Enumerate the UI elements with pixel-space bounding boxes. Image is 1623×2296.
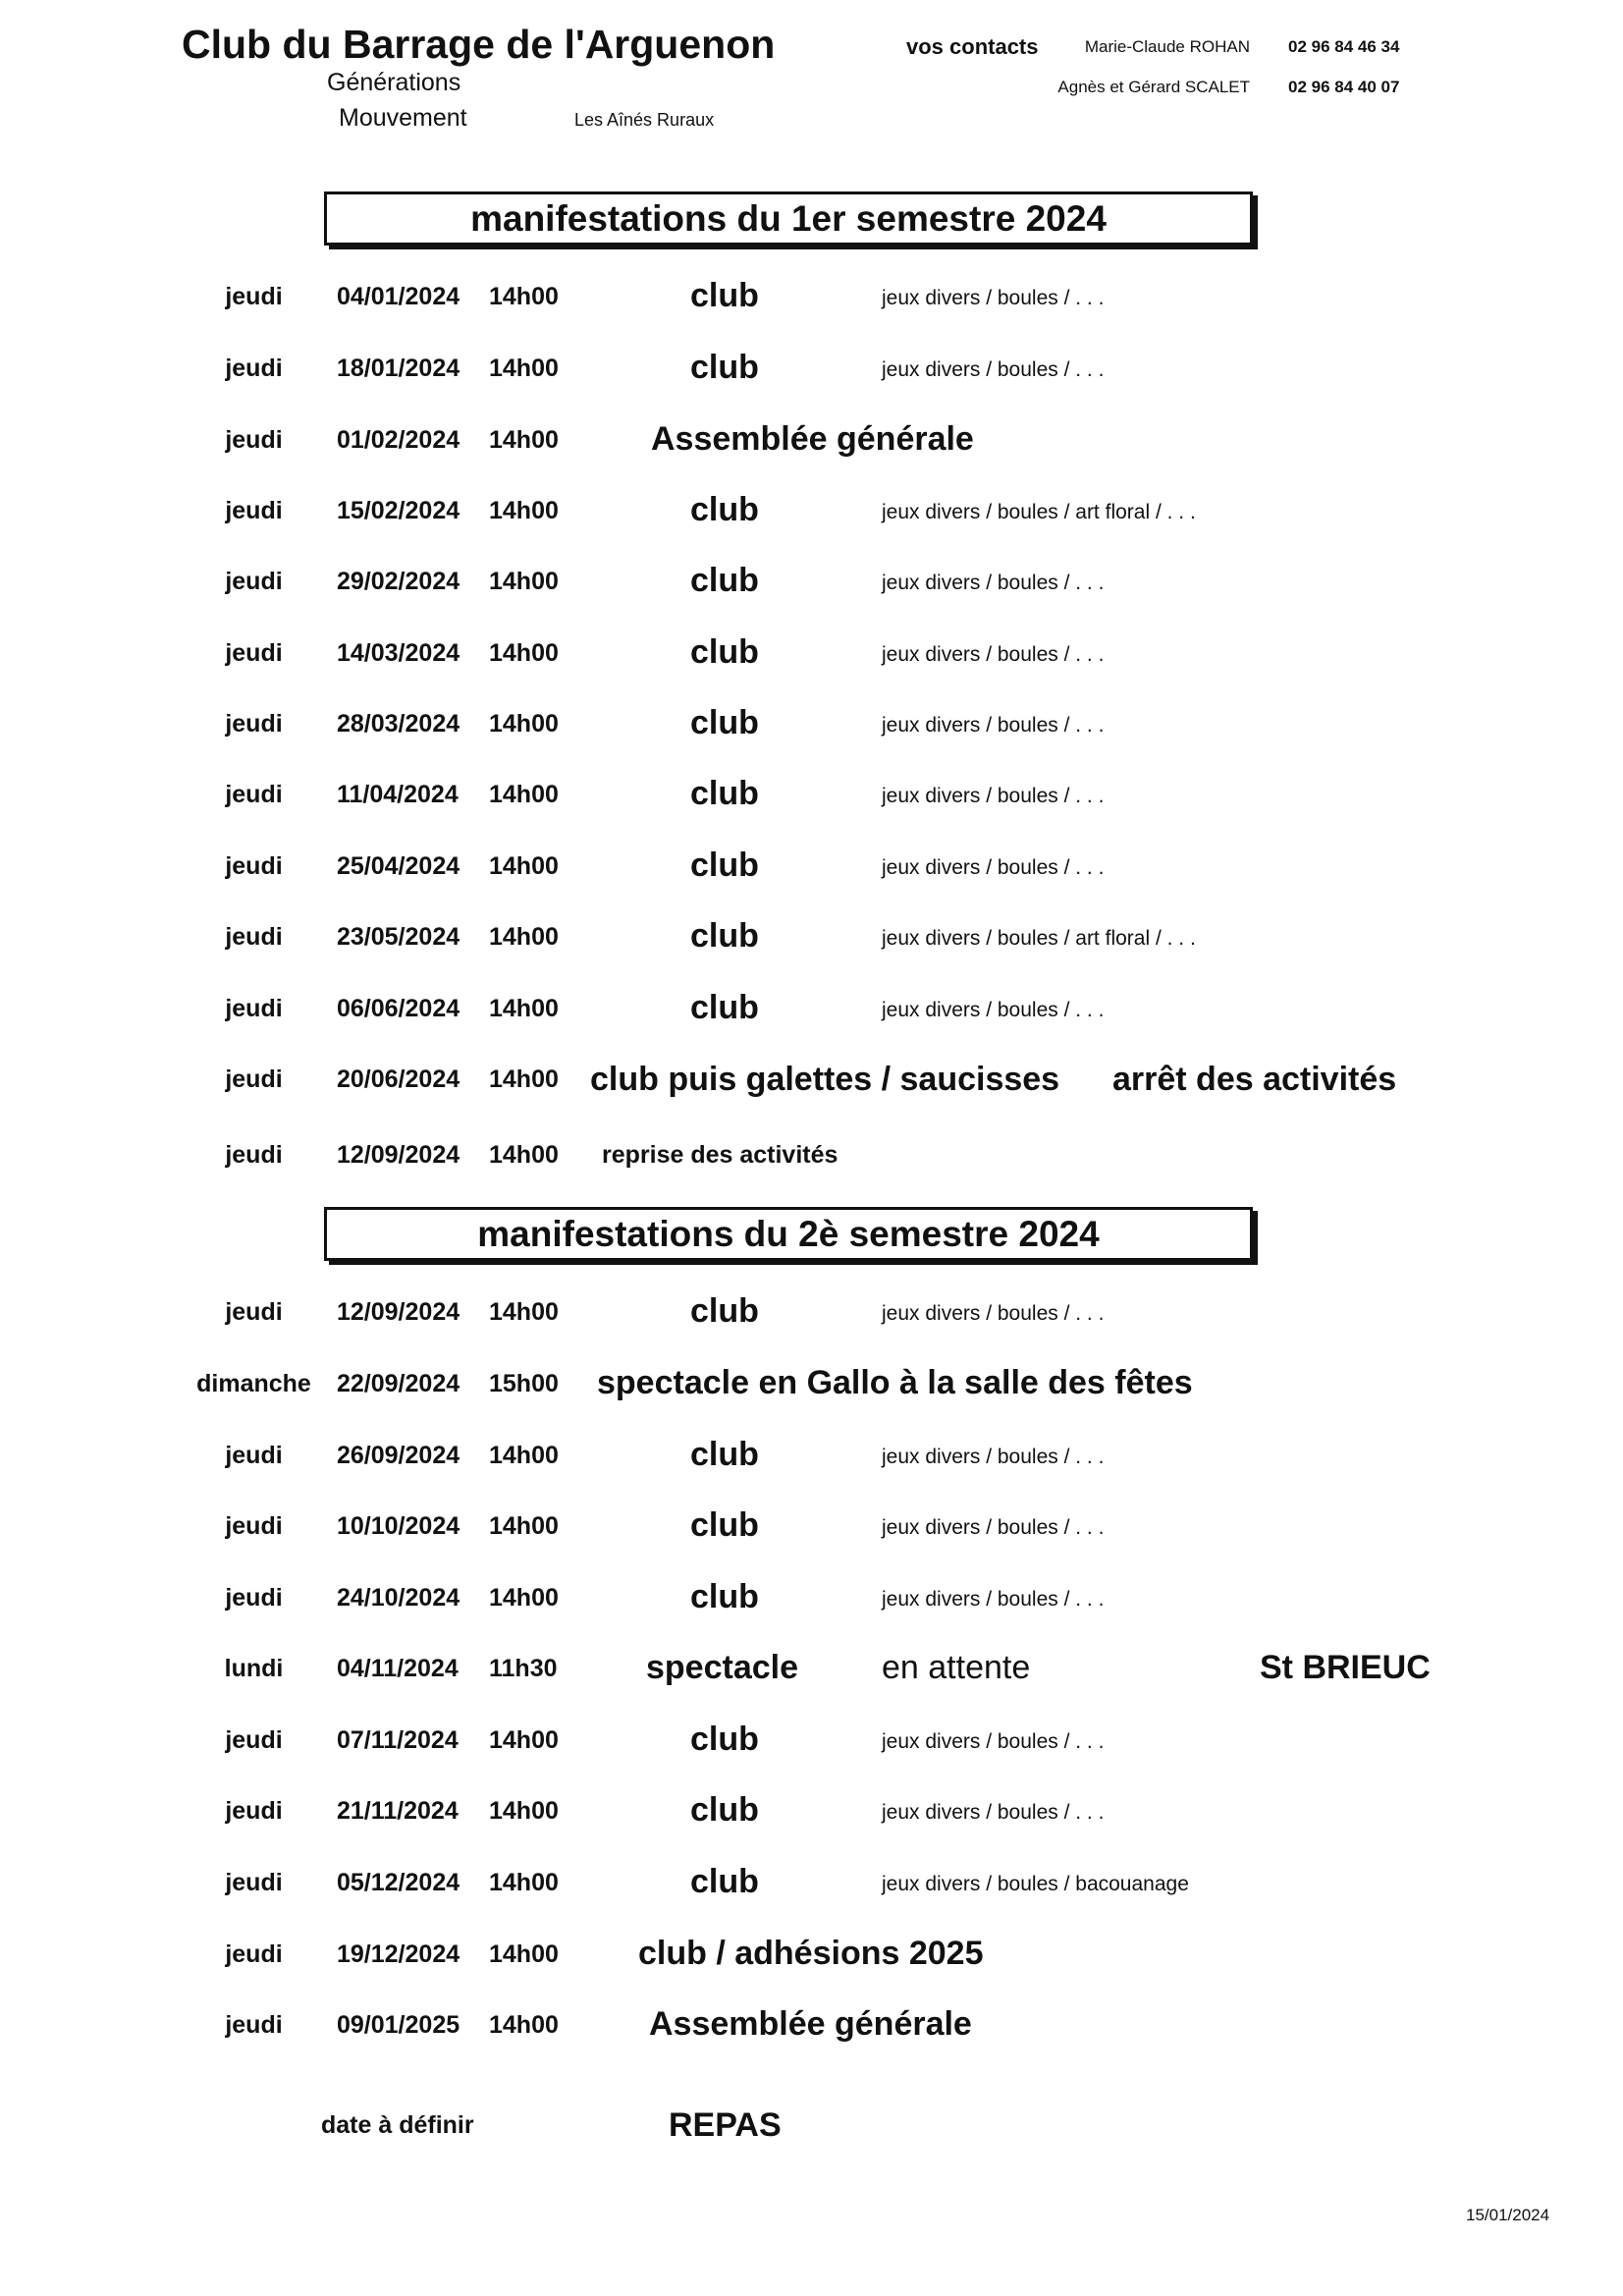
event-activity: spectacle en Gallo à la salle des fêtes xyxy=(597,1364,1193,1401)
event-day: jeudi xyxy=(225,426,283,454)
event-date: 01/02/2024 xyxy=(337,426,460,454)
event-activity: reprise des activités xyxy=(602,1141,839,1169)
event-day: jeudi xyxy=(225,497,283,524)
event-details: jeux divers / boules / . . . xyxy=(882,572,1105,594)
contact-name: Agnès et Gérard SCALET xyxy=(1057,78,1250,96)
event-details: jeux divers / boules / . . . xyxy=(882,1730,1105,1753)
event-details: jeux divers / boules / art floral / . . . xyxy=(882,501,1196,523)
event-date: 22/09/2024 xyxy=(337,1370,460,1397)
event-details: jeux divers / boules / . . . xyxy=(882,287,1105,309)
event-time: 14h00 xyxy=(489,923,559,951)
event-day: jeudi xyxy=(225,1066,283,1093)
event-activity: club xyxy=(690,491,759,528)
event-day: jeudi xyxy=(225,1797,283,1825)
event-time: 14h00 xyxy=(489,639,559,667)
event-time: 14h00 xyxy=(489,781,559,808)
contact-phone: 02 96 84 46 34 xyxy=(1288,37,1400,56)
event-activity: Assemblée générale xyxy=(651,420,974,458)
date-to-define-label: date à définir xyxy=(321,2111,474,2139)
event-day: jeudi xyxy=(225,1941,283,1968)
event-date: 28/03/2024 xyxy=(337,710,460,738)
event-time: 14h00 xyxy=(489,426,559,454)
event-time: 14h00 xyxy=(489,1726,559,1754)
event-day: jeudi xyxy=(225,710,283,738)
event-date: 19/12/2024 xyxy=(337,1941,460,1968)
event-details: jeux divers / boules / . . . xyxy=(882,1801,1105,1824)
event-day: dimanche xyxy=(196,1370,311,1397)
event-details: jeux divers / boules / . . . xyxy=(882,1516,1105,1539)
event-day: jeudi xyxy=(225,1512,283,1540)
event-activity: club xyxy=(690,917,759,955)
event-time: 14h00 xyxy=(489,2011,559,2039)
event-day: jeudi xyxy=(225,1869,283,1896)
event-activity: club xyxy=(690,633,759,671)
event-date: 15/02/2024 xyxy=(337,497,460,524)
event-details: jeux divers / boules / . . . xyxy=(882,1588,1105,1611)
event-activity: club xyxy=(690,1791,759,1829)
event-activity: club xyxy=(690,1863,759,1900)
event-date: 21/11/2024 xyxy=(337,1797,459,1825)
event-time: 14h00 xyxy=(489,1584,559,1612)
event-details: jeux divers / boules / . . . xyxy=(882,1302,1105,1325)
event-date: 29/02/2024 xyxy=(337,568,460,595)
event-date: 07/11/2024 xyxy=(337,1726,459,1754)
event-date: 12/09/2024 xyxy=(337,1141,460,1169)
event-date: 25/04/2024 xyxy=(337,852,460,880)
event-activity: club xyxy=(690,277,759,314)
event-details: jeux divers / boules / . . . xyxy=(882,714,1105,737)
event-time: 14h00 xyxy=(489,497,559,524)
event-day: jeudi xyxy=(225,1584,283,1612)
print-date: 15/01/2024 xyxy=(1466,2206,1550,2224)
event-activity: club xyxy=(690,704,759,741)
event-date: 11/04/2024 xyxy=(337,781,459,808)
event-time: 14h00 xyxy=(489,1066,559,1093)
event-date: 09/01/2025 xyxy=(337,2011,460,2039)
subtitle-aines-ruraux: Les Aînés Ruraux xyxy=(574,110,715,130)
event-details: jeux divers / boules / . . . xyxy=(882,1446,1105,1468)
event-day: jeudi xyxy=(225,355,283,382)
event-day: jeudi xyxy=(225,2011,283,2039)
event-date: 04/11/2024 xyxy=(337,1655,459,1682)
event-day: jeudi xyxy=(225,923,283,951)
event-details: jeux divers / boules / . . . xyxy=(882,856,1105,879)
event-day: jeudi xyxy=(225,852,283,880)
contact-name: Marie-Claude ROHAN xyxy=(1084,37,1250,56)
contact-phone: 02 96 84 40 07 xyxy=(1288,78,1400,96)
event-time: 14h00 xyxy=(489,1141,559,1169)
event-activity: club xyxy=(690,1721,759,1758)
event-time: 14h00 xyxy=(489,1512,559,1540)
event-time: 11h30 xyxy=(489,1655,558,1682)
event-activity: Assemblée générale xyxy=(649,2005,972,2043)
event-time: 14h00 xyxy=(489,1298,559,1326)
event-date: 18/01/2024 xyxy=(337,355,460,382)
event-date: 05/12/2024 xyxy=(337,1869,460,1896)
event-day: jeudi xyxy=(225,1298,283,1326)
event-date: 06/06/2024 xyxy=(337,995,460,1022)
event-time: 14h00 xyxy=(489,995,559,1022)
event-day: jeudi xyxy=(225,1726,283,1754)
event-details: jeux divers / boules / . . . xyxy=(882,643,1105,666)
event-day: jeudi xyxy=(225,568,283,595)
event-time: 14h00 xyxy=(489,568,559,595)
event-time: 14h00 xyxy=(489,1869,559,1896)
event-day: jeudi xyxy=(225,781,283,808)
event-time: 14h00 xyxy=(489,852,559,880)
event-details: jeux divers / boules / . . . xyxy=(882,358,1105,381)
event-date: 23/05/2024 xyxy=(337,923,460,951)
event-date: 20/06/2024 xyxy=(337,1066,460,1093)
event-date: 04/01/2024 xyxy=(337,283,460,310)
event-time: 14h00 xyxy=(489,1797,559,1825)
repas-label: REPAS xyxy=(669,2106,782,2144)
event-activity: club puis galettes / saucisses xyxy=(590,1061,1060,1098)
event-date: 12/09/2024 xyxy=(337,1298,460,1326)
event-details: jeux divers / boules / . . . xyxy=(882,999,1105,1021)
event-activity: club xyxy=(690,775,759,812)
event-activity: club xyxy=(690,1578,759,1615)
event-date: 14/03/2024 xyxy=(337,639,460,667)
event-details: jeux divers / boules / . . . xyxy=(882,785,1105,807)
event-date: 10/10/2024 xyxy=(337,1512,460,1540)
event-date: 24/10/2024 xyxy=(337,1584,460,1612)
event-location: St BRIEUC xyxy=(1260,1649,1431,1686)
event-details: arrêt des activités xyxy=(1112,1061,1397,1098)
event-activity: club xyxy=(690,847,759,884)
event-time: 14h00 xyxy=(489,710,559,738)
event-date: 26/09/2024 xyxy=(337,1442,460,1469)
semester-2-title: manifestations du 2è semestre 2024 xyxy=(324,1207,1253,1261)
event-details: jeux divers / boules / bacouanage xyxy=(882,1873,1189,1895)
event-time: 14h00 xyxy=(489,1442,559,1469)
event-day: jeudi xyxy=(225,1442,283,1469)
event-activity: club xyxy=(690,1292,759,1330)
club-name: Club du Barrage de l'Arguenon xyxy=(182,22,776,67)
event-activity: club xyxy=(690,1436,759,1473)
event-day: jeudi xyxy=(225,639,283,667)
event-details: en attente xyxy=(882,1649,1031,1686)
subtitle-mouvement: Mouvement xyxy=(339,104,467,132)
event-time: 14h00 xyxy=(489,355,559,382)
semester-1-title: manifestations du 1er semestre 2024 xyxy=(324,191,1253,246)
event-activity: club / adhésions 2025 xyxy=(638,1935,984,1972)
contacts-label: vos contacts xyxy=(906,34,1039,59)
event-details: jeux divers / boules / art floral / . . . xyxy=(882,927,1196,950)
event-activity: club xyxy=(690,562,759,599)
subtitle-generations: Générations xyxy=(327,69,461,96)
event-activity: spectacle xyxy=(646,1649,798,1686)
event-time: 15h00 xyxy=(489,1370,559,1397)
event-activity: club xyxy=(690,989,759,1026)
event-time: 14h00 xyxy=(489,1941,559,1968)
event-day: jeudi xyxy=(225,995,283,1022)
event-day: jeudi xyxy=(225,1141,283,1169)
event-activity: club xyxy=(690,1506,759,1544)
event-activity: club xyxy=(690,349,759,386)
event-time: 14h00 xyxy=(489,283,559,310)
event-day: jeudi xyxy=(225,283,283,310)
event-day: lundi xyxy=(224,1655,284,1682)
